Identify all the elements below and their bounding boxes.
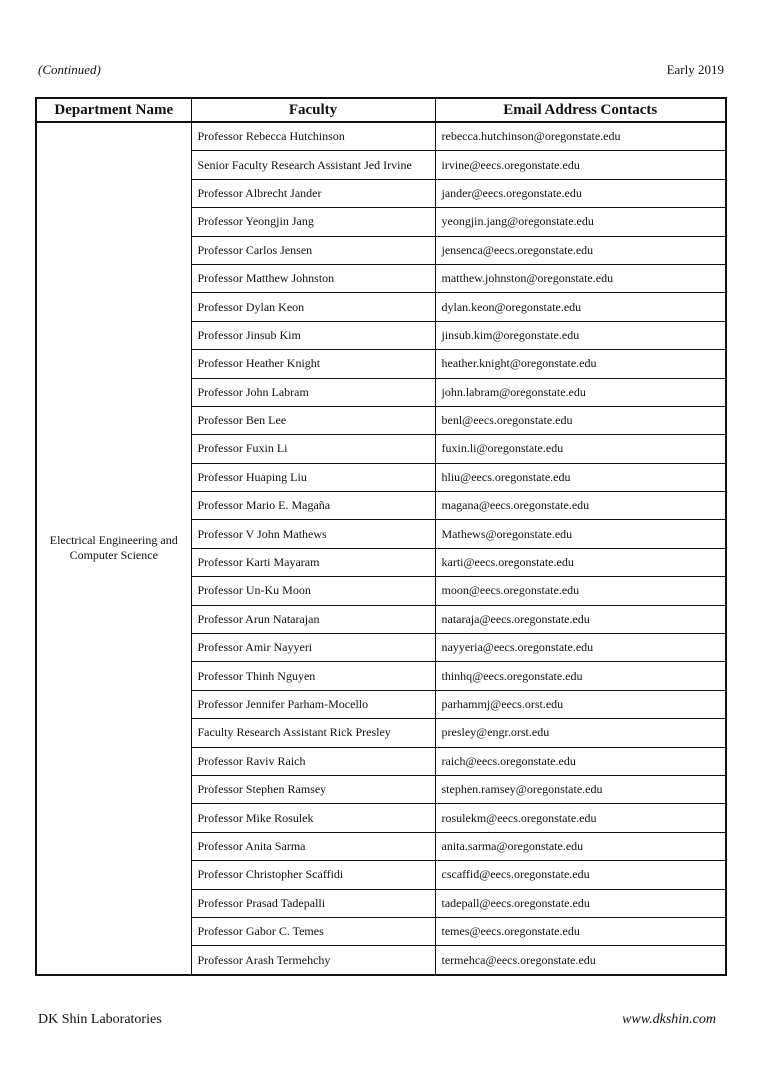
footer-website: www.dkshin.com — [622, 1012, 716, 1027]
email-cell: fuxin.li@oregonstate.edu — [435, 435, 726, 463]
faculty-cell: Professor Huaping Liu — [191, 463, 435, 491]
faculty-cell: Professor Gabor C. Temes — [191, 917, 435, 945]
email-cell: presley@engr.orst.edu — [435, 719, 726, 747]
email-cell: yeongjin.jang@oregonstate.edu — [435, 208, 726, 236]
email-cell: tadepall@eecs.oregonstate.edu — [435, 889, 726, 917]
email-cell: jinsub.kim@oregonstate.edu — [435, 321, 726, 349]
email-cell: irvine@eecs.oregonstate.edu — [435, 151, 726, 179]
faculty-cell: Professor Prasad Tadepalli — [191, 889, 435, 917]
email-cell: cscaffid@eecs.oregonstate.edu — [435, 861, 726, 889]
faculty-contacts-table — [35, 97, 727, 976]
column-header-email: Email Address Contacts — [435, 98, 726, 122]
column-header-department: Department Name — [36, 98, 191, 122]
table-row — [36, 122, 726, 151]
email-cell: Mathews@oregonstate.edu — [435, 520, 726, 548]
faculty-cell: Professor V John Mathews — [191, 520, 435, 548]
department-name-cell: Electrical Engineering and Computer Science — [36, 122, 191, 975]
email-cell: dylan.keon@oregonstate.edu — [435, 293, 726, 321]
email-cell: benl@eecs.oregonstate.edu — [435, 406, 726, 434]
faculty-cell: Professor Ben Lee — [191, 406, 435, 434]
faculty-cell: Professor Mario E. Magaña — [191, 492, 435, 520]
email-cell: john.labram@oregonstate.edu — [435, 378, 726, 406]
faculty-cell: Professor Anita Sarma — [191, 832, 435, 860]
column-header-faculty: Faculty — [191, 98, 435, 122]
faculty-cell: Professor Christopher Scaffidi — [191, 861, 435, 889]
email-cell: parhammj@eecs.orst.edu — [435, 690, 726, 718]
email-cell: karti@eecs.oregonstate.edu — [435, 548, 726, 576]
continued-label: (Continued) — [38, 62, 101, 77]
email-cell: thinhq@eecs.oregonstate.edu — [435, 662, 726, 690]
faculty-cell: Faculty Research Assistant Rick Presley — [191, 719, 435, 747]
email-cell: rosulekm@eecs.oregonstate.edu — [435, 804, 726, 832]
email-cell: rebecca.hutchinson@oregonstate.edu — [435, 122, 726, 151]
email-cell: moon@eecs.oregonstate.edu — [435, 577, 726, 605]
faculty-cell: Professor Thinh Nguyen — [191, 662, 435, 690]
faculty-cell: Professor Stephen Ramsey — [191, 775, 435, 803]
email-cell: matthew.johnston@oregonstate.edu — [435, 264, 726, 292]
faculty-cell: Professor Arun Natarajan — [191, 605, 435, 633]
footer-company: DK Shin Laboratories — [38, 1012, 162, 1027]
faculty-cell: Senior Faculty Research Assistant Jed Irvine — [191, 151, 435, 179]
document-date: Early 2019 — [666, 62, 724, 77]
faculty-cell: Professor Raviv Raich — [191, 747, 435, 775]
email-cell: jander@eecs.oregonstate.edu — [435, 179, 726, 207]
faculty-cell: Professor Jinsub Kim — [191, 321, 435, 349]
faculty-cell: Professor Yeongjin Jang — [191, 208, 435, 236]
email-cell: raich@eecs.oregonstate.edu — [435, 747, 726, 775]
faculty-cell: Professor Fuxin Li — [191, 435, 435, 463]
email-cell: nataraja@eecs.oregonstate.edu — [435, 605, 726, 633]
table-header-row — [36, 98, 726, 122]
faculty-cell: Professor Amir Nayyeri — [191, 634, 435, 662]
email-cell: stephen.ramsey@oregonstate.edu — [435, 775, 726, 803]
faculty-cell: Professor Mike Rosulek — [191, 804, 435, 832]
faculty-cell: Professor Albrecht Jander — [191, 179, 435, 207]
email-cell: hliu@eecs.oregonstate.edu — [435, 463, 726, 491]
faculty-cell: Professor Rebecca Hutchinson — [191, 122, 435, 151]
table-body — [36, 122, 726, 975]
faculty-cell: Professor Matthew Johnston — [191, 264, 435, 292]
faculty-cell: Professor Heather Knight — [191, 350, 435, 378]
email-cell: temes@eecs.oregonstate.edu — [435, 917, 726, 945]
email-cell: magana@eecs.oregonstate.edu — [435, 492, 726, 520]
faculty-cell: Professor Dylan Keon — [191, 293, 435, 321]
faculty-cell: Professor Karti Mayaram — [191, 548, 435, 576]
faculty-cell: Professor John Labram — [191, 378, 435, 406]
email-cell: termehca@eecs.oregonstate.edu — [435, 946, 726, 975]
email-cell: anita.sarma@oregonstate.edu — [435, 832, 726, 860]
faculty-cell: Professor Un-Ku Moon — [191, 577, 435, 605]
faculty-cell: Professor Arash Termehchy — [191, 946, 435, 975]
faculty-cell: Professor Carlos Jensen — [191, 236, 435, 264]
faculty-cell: Professor Jennifer Parham-Mocello — [191, 690, 435, 718]
email-cell: jensenca@eecs.oregonstate.edu — [435, 236, 726, 264]
email-cell: nayyeria@eecs.oregonstate.edu — [435, 634, 726, 662]
email-cell: heather.knight@oregonstate.edu — [435, 350, 726, 378]
